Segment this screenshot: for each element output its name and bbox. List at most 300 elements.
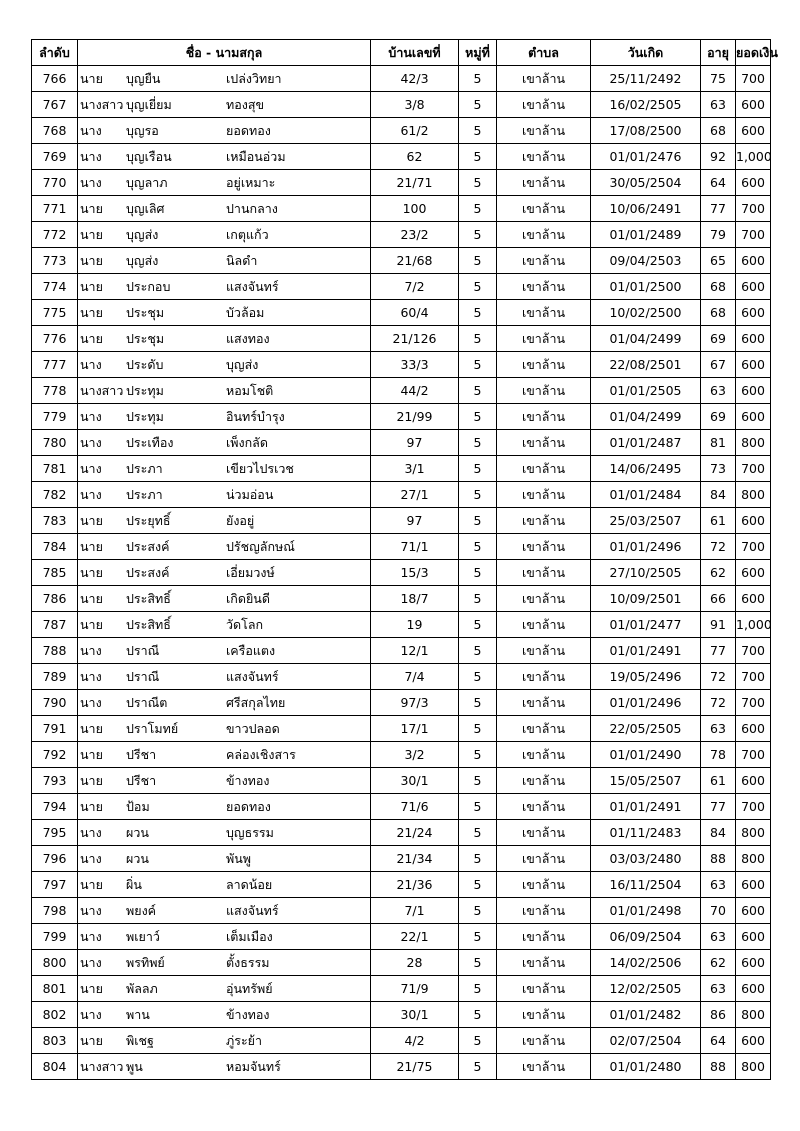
name-title: นาง (80, 357, 102, 372)
table-row (32, 430, 771, 456)
name-title: นาย (80, 773, 103, 788)
table-row (32, 404, 771, 430)
cell-no: 786 (32, 586, 78, 612)
last-name: อยู่เหมาะ (226, 175, 276, 190)
cell-birth: 16/11/2504 (591, 872, 701, 898)
cell-age: 63 (701, 92, 736, 118)
cell-age: 65 (701, 248, 736, 274)
cell-name (78, 352, 371, 378)
cell-age: 88 (701, 1054, 736, 1080)
table-row (32, 274, 771, 300)
cell-name (78, 846, 371, 872)
header-amount: ยอดเงิน (736, 40, 771, 66)
cell-birth: 01/04/2499 (591, 404, 701, 430)
cell-amount: 700 (736, 196, 771, 222)
cell-name (78, 456, 371, 482)
cell-no: 792 (32, 742, 78, 768)
cell-name (78, 274, 371, 300)
cell-no: 803 (32, 1028, 78, 1054)
last-name: ทองสุข (226, 97, 265, 112)
cell-name (78, 716, 371, 742)
cell-house: 21/71 (371, 170, 459, 196)
cell-moo: 5 (459, 768, 497, 794)
cell-name (78, 872, 371, 898)
name-title: นาย (80, 721, 103, 736)
cell-birth: 01/01/2487 (591, 430, 701, 456)
cell-age: 68 (701, 274, 736, 300)
cell-tambon: เขาล้าน (497, 508, 591, 534)
cell-name (78, 326, 371, 352)
cell-birth: 01/01/2500 (591, 274, 701, 300)
cell-house: 23/2 (371, 222, 459, 248)
cell-no: 794 (32, 794, 78, 820)
table-row (32, 612, 771, 638)
table-row (32, 794, 771, 820)
last-name: อินทร์บำรุง (226, 409, 285, 424)
cell-age: 72 (701, 690, 736, 716)
cell-moo: 5 (459, 924, 497, 950)
header-house: บ้านเลขที่ (371, 40, 459, 66)
cell-birth: 01/01/2496 (591, 690, 701, 716)
cell-house: 18/7 (371, 586, 459, 612)
cell-no: 776 (32, 326, 78, 352)
last-name: เกิดยินดี (226, 591, 270, 606)
cell-name (78, 248, 371, 274)
table-row (32, 144, 771, 170)
name-title: นาย (80, 617, 103, 632)
cell-house: 7/4 (371, 664, 459, 690)
cell-tambon: เขาล้าน (497, 248, 591, 274)
table-row (32, 1028, 771, 1054)
cell-amount: 700 (736, 66, 771, 92)
cell-moo: 5 (459, 92, 497, 118)
cell-house: 71/9 (371, 976, 459, 1002)
cell-moo: 5 (459, 534, 497, 560)
cell-house: 3/1 (371, 456, 459, 482)
last-name: ลาดน้อย (226, 877, 273, 892)
cell-amount: 700 (736, 638, 771, 664)
cell-tambon: เขาล้าน (497, 92, 591, 118)
name-title: นาง (80, 149, 102, 164)
cell-moo: 5 (459, 430, 497, 456)
cell-birth: 06/09/2504 (591, 924, 701, 950)
name-title: นาย (80, 71, 103, 86)
name-title: นาง (80, 175, 102, 190)
cell-age: 79 (701, 222, 736, 248)
cell-tambon: เขาล้าน (497, 1002, 591, 1028)
table-row (32, 846, 771, 872)
cell-no: 780 (32, 430, 78, 456)
cell-tambon: เขาล้าน (497, 300, 591, 326)
cell-age: 62 (701, 950, 736, 976)
cell-tambon: เขาล้าน (497, 586, 591, 612)
last-name: ยอดทอง (226, 123, 271, 138)
name-title: นาง (80, 409, 102, 424)
last-name: เปล่งวิทยา (226, 71, 282, 86)
table-row (32, 248, 771, 274)
table-row (32, 196, 771, 222)
cell-name (78, 404, 371, 430)
cell-no: 779 (32, 404, 78, 430)
cell-moo: 5 (459, 404, 497, 430)
cell-age: 67 (701, 352, 736, 378)
table-row (32, 456, 771, 482)
cell-moo: 5 (459, 664, 497, 690)
last-name: แสงจันทร์ (226, 669, 279, 684)
name-title: นาง (80, 851, 102, 866)
table-row (32, 1002, 771, 1028)
cell-age: 75 (701, 66, 736, 92)
first-name: ปรีชา (126, 747, 157, 762)
table-row (32, 872, 771, 898)
cell-age: 63 (701, 378, 736, 404)
cell-house: 28 (371, 950, 459, 976)
name-title: นาง (80, 695, 102, 710)
cell-no: 781 (32, 456, 78, 482)
cell-tambon: เขาล้าน (497, 950, 591, 976)
cell-age: 77 (701, 794, 736, 820)
roster-table (31, 39, 778, 1080)
cell-tambon: เขาล้าน (497, 222, 591, 248)
last-name: เพ็งกลัด (226, 435, 268, 450)
cell-moo: 5 (459, 638, 497, 664)
first-name: ประทุม (126, 409, 164, 424)
cell-age: 88 (701, 846, 736, 872)
cell-moo: 5 (459, 118, 497, 144)
cell-birth: 25/03/2507 (591, 508, 701, 534)
name-title: นาย (80, 1033, 103, 1048)
cell-house: 97/3 (371, 690, 459, 716)
cell-no: 789 (32, 664, 78, 690)
first-name: พเยาว์ (126, 929, 160, 944)
cell-age: 63 (701, 872, 736, 898)
cell-birth: 01/01/2496 (591, 534, 701, 560)
table-row (32, 638, 771, 664)
cell-no: 796 (32, 846, 78, 872)
first-name: ประสิทธิ์ (126, 617, 171, 632)
cell-no: 795 (32, 820, 78, 846)
cell-age: 78 (701, 742, 736, 768)
cell-name (78, 820, 371, 846)
cell-moo: 5 (459, 170, 497, 196)
cell-amount: 700 (736, 534, 771, 560)
cell-age: 70 (701, 898, 736, 924)
cell-amount: 600 (736, 976, 771, 1002)
cell-amount: 800 (736, 482, 771, 508)
cell-birth: 01/01/2505 (591, 378, 701, 404)
first-name: ผวน (126, 851, 149, 866)
last-name: ตั้งธรรม (226, 955, 270, 970)
first-name: ปราณี (126, 669, 160, 684)
cell-name (78, 1028, 371, 1054)
cell-no: 802 (32, 1002, 78, 1028)
name-title: นางสาว (80, 383, 124, 398)
last-name: ข้างทอง (226, 1007, 270, 1022)
cell-tambon: เขาล้าน (497, 196, 591, 222)
cell-house: 42/3 (371, 66, 459, 92)
cell-birth: 15/05/2507 (591, 768, 701, 794)
cell-house: 27/1 (371, 482, 459, 508)
cell-name (78, 508, 371, 534)
last-name: เหมือนอ่วม (226, 149, 286, 164)
cell-birth: 01/01/2491 (591, 638, 701, 664)
cell-age: 61 (701, 768, 736, 794)
cell-name (78, 144, 371, 170)
cell-age: 68 (701, 300, 736, 326)
last-name: อุ่นทรัพย์ (226, 981, 273, 996)
cell-amount: 700 (736, 222, 771, 248)
cell-tambon: เขาล้าน (497, 352, 591, 378)
cell-birth: 01/01/2490 (591, 742, 701, 768)
cell-birth: 12/02/2505 (591, 976, 701, 1002)
first-name: ประกอบ (126, 279, 171, 294)
cell-tambon: เขาล้าน (497, 638, 591, 664)
cell-moo: 5 (459, 482, 497, 508)
cell-moo: 5 (459, 1054, 497, 1080)
name-title: นาย (80, 331, 103, 346)
cell-birth: 01/01/2482 (591, 1002, 701, 1028)
header-age: อายุ (701, 40, 736, 66)
first-name: ประดับ (126, 357, 164, 372)
last-name: ปานกลาง (226, 201, 278, 216)
cell-age: 62 (701, 560, 736, 586)
cell-name (78, 300, 371, 326)
last-name: เครือแตง (226, 643, 276, 658)
name-title: นางสาว (80, 97, 124, 112)
cell-no: 774 (32, 274, 78, 300)
cell-moo: 5 (459, 794, 497, 820)
cell-tambon: เขาล้าน (497, 404, 591, 430)
name-title: นางสาว (80, 1059, 124, 1074)
name-title: นาง (80, 1007, 102, 1022)
cell-amount: 800 (736, 820, 771, 846)
cell-moo: 5 (459, 378, 497, 404)
cell-no: 798 (32, 898, 78, 924)
name-title: นาย (80, 279, 103, 294)
last-name: เอี่ยมวงษ์ (226, 565, 275, 580)
cell-moo: 5 (459, 690, 497, 716)
cell-tambon: เขาล้าน (497, 976, 591, 1002)
cell-name (78, 950, 371, 976)
cell-amount: 600 (736, 924, 771, 950)
cell-birth: 25/11/2492 (591, 66, 701, 92)
cell-house: 100 (371, 196, 459, 222)
cell-birth: 03/03/2480 (591, 846, 701, 872)
table-row (32, 300, 771, 326)
cell-no: 782 (32, 482, 78, 508)
table-row (32, 222, 771, 248)
cell-no: 800 (32, 950, 78, 976)
cell-birth: 01/01/2477 (591, 612, 701, 638)
table-row (32, 482, 771, 508)
cell-age: 73 (701, 456, 736, 482)
cell-name (78, 898, 371, 924)
cell-name (78, 92, 371, 118)
name-title: นาย (80, 565, 103, 580)
cell-no: 783 (32, 508, 78, 534)
cell-no: 790 (32, 690, 78, 716)
first-name: บุญรอ (126, 123, 159, 138)
cell-amount: 700 (736, 794, 771, 820)
cell-birth: 22/05/2505 (591, 716, 701, 742)
cell-no: 799 (32, 924, 78, 950)
cell-age: 77 (701, 638, 736, 664)
cell-age: 64 (701, 170, 736, 196)
cell-house: 21/36 (371, 872, 459, 898)
cell-tambon: เขาล้าน (497, 690, 591, 716)
last-name: พันพู (226, 851, 252, 866)
last-name: แสงจันทร์ (226, 903, 279, 918)
first-name: ปรีชา (126, 773, 157, 788)
cell-amount: 600 (736, 378, 771, 404)
cell-age: 61 (701, 508, 736, 534)
cell-no: 784 (32, 534, 78, 560)
first-name: ประชุม (126, 331, 165, 346)
cell-house: 71/6 (371, 794, 459, 820)
table-row (32, 586, 771, 612)
table-row (32, 976, 771, 1002)
cell-tambon: เขาล้าน (497, 144, 591, 170)
cell-name (78, 586, 371, 612)
name-title: นาย (80, 539, 103, 554)
first-name: พิเชฐ (126, 1033, 154, 1048)
cell-tambon: เขาล้าน (497, 482, 591, 508)
cell-no: 768 (32, 118, 78, 144)
cell-no: 801 (32, 976, 78, 1002)
cell-amount: 600 (736, 326, 771, 352)
cell-moo: 5 (459, 976, 497, 1002)
table-row (32, 352, 771, 378)
cell-birth: 30/05/2504 (591, 170, 701, 196)
cell-no: 771 (32, 196, 78, 222)
last-name: ศรีสกุลไทย (226, 695, 286, 710)
cell-birth: 14/02/2506 (591, 950, 701, 976)
cell-house: 97 (371, 430, 459, 456)
cell-amount: 600 (736, 898, 771, 924)
cell-name (78, 1002, 371, 1028)
cell-amount: 1,000 (736, 612, 771, 638)
cell-tambon: เขาล้าน (497, 742, 591, 768)
cell-moo: 5 (459, 846, 497, 872)
cell-amount: 1,000 (736, 144, 771, 170)
name-title: นาย (80, 513, 103, 528)
cell-house: 30/1 (371, 768, 459, 794)
last-name: หอมจันทร์ (226, 1059, 281, 1074)
first-name: ประเทือง (126, 435, 174, 450)
table-row (32, 768, 771, 794)
cell-birth: 19/05/2496 (591, 664, 701, 690)
cell-amount: 600 (736, 586, 771, 612)
cell-house: 61/2 (371, 118, 459, 144)
first-name: ประทุม (126, 383, 164, 398)
cell-amount: 600 (736, 248, 771, 274)
last-name: บุญธรรม (226, 825, 274, 840)
cell-amount: 600 (736, 508, 771, 534)
cell-name (78, 742, 371, 768)
first-name: พรทิพย์ (126, 955, 165, 970)
header-row (32, 40, 771, 66)
last-name: ข้างทอง (226, 773, 270, 788)
table-row (32, 690, 771, 716)
cell-no: 770 (32, 170, 78, 196)
cell-birth: 16/02/2505 (591, 92, 701, 118)
cell-age: 63 (701, 976, 736, 1002)
cell-moo: 5 (459, 300, 497, 326)
name-title: นาย (80, 877, 103, 892)
cell-name (78, 924, 371, 950)
name-title: นาง (80, 461, 102, 476)
cell-moo: 5 (459, 560, 497, 586)
table-row (32, 508, 771, 534)
cell-age: 66 (701, 586, 736, 612)
cell-amount: 600 (736, 872, 771, 898)
cell-name (78, 976, 371, 1002)
cell-house: 21/68 (371, 248, 459, 274)
cell-birth: 01/11/2483 (591, 820, 701, 846)
cell-birth: 01/04/2499 (591, 326, 701, 352)
cell-name (78, 66, 371, 92)
first-name: ปราณีต (126, 695, 168, 710)
cell-moo: 5 (459, 66, 497, 92)
table-row (32, 92, 771, 118)
name-title: นาง (80, 929, 102, 944)
cell-tambon: เขาล้าน (497, 430, 591, 456)
cell-tambon: เขาล้าน (497, 326, 591, 352)
cell-moo: 5 (459, 456, 497, 482)
cell-name (78, 612, 371, 638)
cell-tambon: เขาล้าน (497, 378, 591, 404)
cell-tambon: เขาล้าน (497, 924, 591, 950)
cell-amount: 600 (736, 560, 771, 586)
name-title: นาง (80, 643, 102, 658)
cell-birth: 01/01/2489 (591, 222, 701, 248)
cell-amount: 700 (736, 664, 771, 690)
table-row (32, 378, 771, 404)
cell-house: 71/1 (371, 534, 459, 560)
last-name: บัวล้อม (226, 305, 265, 320)
first-name: ปราณี (126, 643, 160, 658)
last-name: ขาวปลอด (226, 721, 280, 736)
cell-name (78, 1054, 371, 1080)
cell-moo: 5 (459, 872, 497, 898)
name-title: นาง (80, 903, 102, 918)
cell-amount: 600 (736, 950, 771, 976)
table-row (32, 118, 771, 144)
cell-house: 44/2 (371, 378, 459, 404)
cell-birth: 09/04/2503 (591, 248, 701, 274)
first-name: ประภา (126, 461, 163, 476)
cell-amount: 800 (736, 430, 771, 456)
cell-amount: 600 (736, 404, 771, 430)
cell-amount: 600 (736, 352, 771, 378)
last-name: วัดโลก (226, 617, 264, 632)
cell-house: 7/2 (371, 274, 459, 300)
cell-no: 787 (32, 612, 78, 638)
header-tambon: ตำบล (497, 40, 591, 66)
first-name: ปราโมทย์ (126, 721, 179, 736)
first-name: บุญลาภ (126, 175, 168, 190)
cell-age: 68 (701, 118, 736, 144)
cell-birth: 10/09/2501 (591, 586, 701, 612)
cell-moo: 5 (459, 144, 497, 170)
cell-age: 63 (701, 924, 736, 950)
cell-birth: 10/06/2491 (591, 196, 701, 222)
cell-moo: 5 (459, 586, 497, 612)
first-name: ผวน (126, 825, 149, 840)
last-name: น่วมอ่อน (226, 487, 274, 502)
cell-moo: 5 (459, 716, 497, 742)
cell-birth: 01/01/2480 (591, 1054, 701, 1080)
